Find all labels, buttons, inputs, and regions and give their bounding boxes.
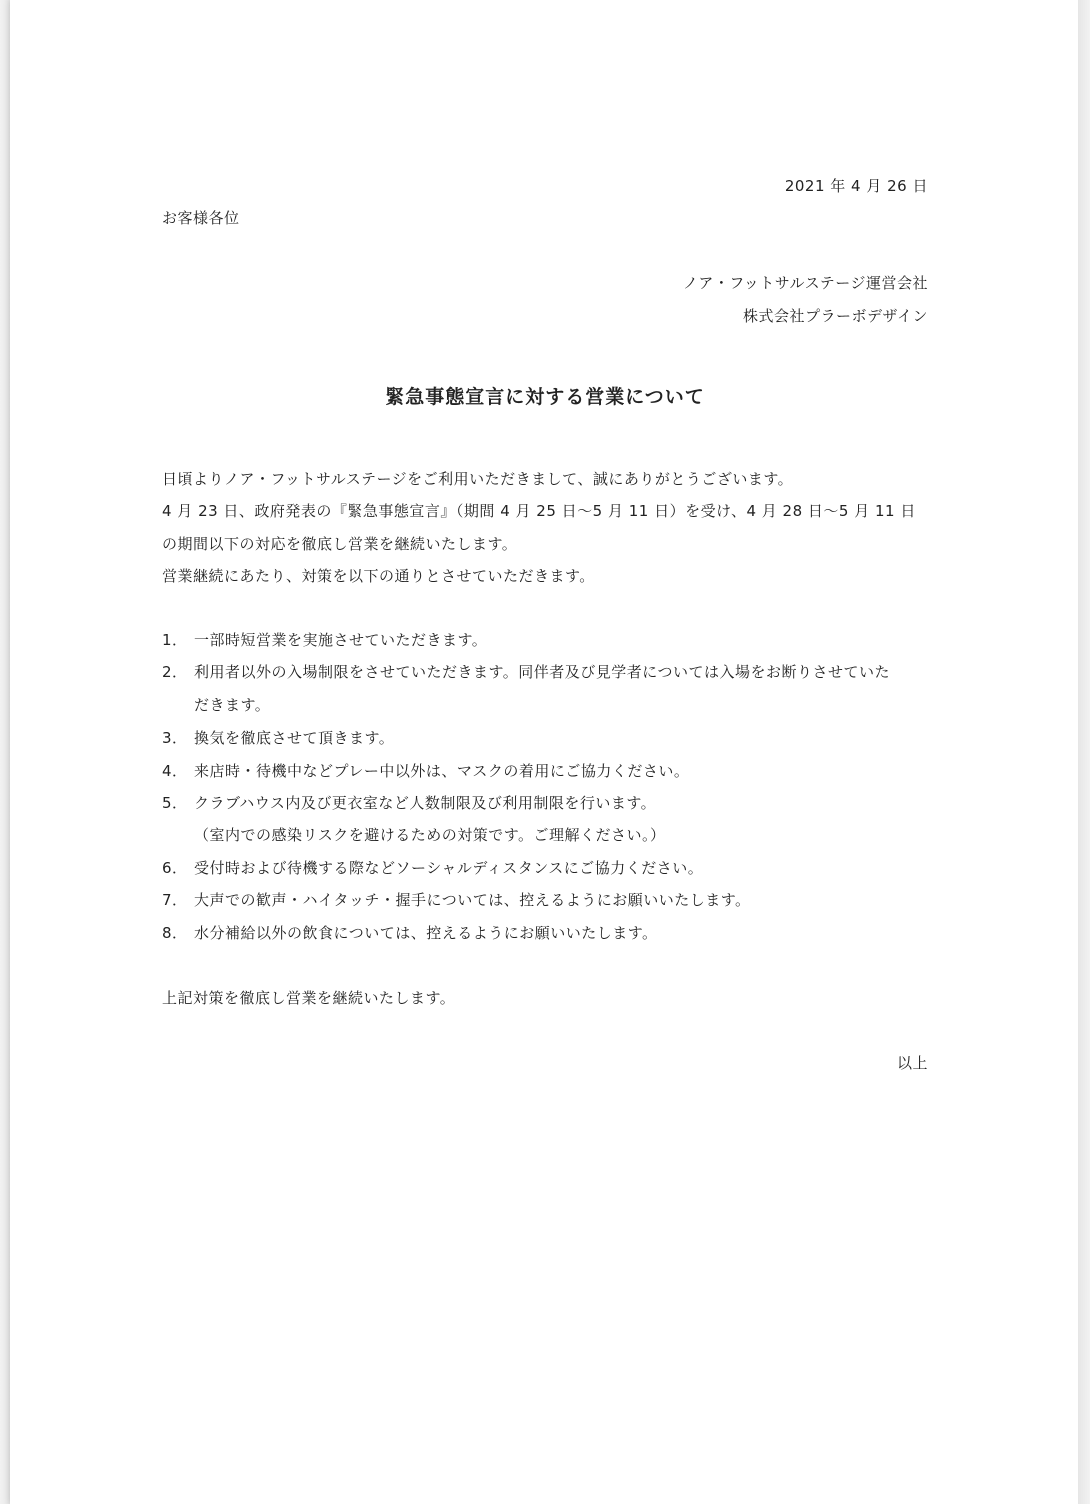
measure-item-2 [162, 662, 890, 682]
measure-text: だきます。 [194, 696, 271, 714]
measure-number: 2． [162, 663, 188, 681]
page-edge-left [0, 0, 10, 1504]
measure-item-3 [162, 728, 394, 748]
intro-line-2: 4 月 23 日、政府発表の『緊急事態宣言』（期間 4 月 25 日～5 月 11 日）を受け、4 月 28 日～5 月 11 日 [162, 502, 916, 520]
measure-text: 大声での歓声・ハイタッチ・握手については、控えるようにお願いいたします。 [194, 891, 751, 909]
measure-number: 5． [162, 794, 188, 812]
measure-item-1 [162, 630, 487, 650]
document-date: 2021 年 4 月 26 日 [784, 177, 928, 195]
sender-corporation: 株式会社プラーボデザイン [743, 307, 928, 325]
recipient: お客様各位 [162, 209, 240, 227]
measure-number: 3． [162, 729, 188, 747]
end-mark: 以上 [896, 1054, 928, 1072]
measure-text: 来店時・待機中などプレー中以外は、マスクの着用にご協力ください。 [194, 762, 690, 780]
measure-number: 6． [162, 859, 188, 877]
measure-item-2-continued [162, 695, 270, 715]
measure-number: 1． [162, 631, 188, 649]
measure-item-5-note [162, 825, 666, 845]
measure-text: 水分補給以外の飲食については、控えるようにお願いいたします。 [194, 924, 658, 942]
intro-line-4: 営業継続にあたり、対策を以下の通りとさせていただきます。 [162, 567, 595, 585]
measure-number: 4． [162, 762, 188, 780]
document-title: 緊急事態宣言に対する営業について [385, 386, 705, 408]
measure-text: 換気を徹底させて頂きます。 [194, 729, 395, 747]
intro-line-3: の期間以下の対応を徹底し営業を継続いたします。 [162, 535, 518, 553]
closing-statement: 上記対策を徹底し営業を継続いたします。 [162, 989, 456, 1007]
measure-text: 利用者以外の入場制限をさせていただきます。同伴者及び見学者については入場をお断りさせていた [194, 663, 891, 681]
measure-item-4 [162, 761, 689, 781]
measure-text: クラブハウス内及び更衣室など人数制限及び利用制限を行います。 [194, 794, 657, 812]
intro-line-1: 日頃よりノア・フットサルステージをご利用いただきまして、誠にありがとうございます。 [162, 470, 794, 488]
measure-text: （室内での感染リスクを避けるための対策です。ご理解ください。） [194, 826, 666, 844]
page-edge-right [1078, 0, 1090, 1504]
measure-text: 受付時および待機する際などソーシャルディスタンスにご協力ください。 [194, 859, 704, 877]
measure-number: 7． [162, 891, 188, 909]
measure-number: 8． [162, 924, 188, 942]
sender-company: ノア・フットサルステージ運営会社 [682, 274, 928, 292]
measure-item-5 [162, 793, 656, 813]
measure-item-8 [162, 923, 658, 943]
measure-text: 一部時短営業を実施させていただきます。 [194, 631, 488, 649]
measure-item-7 [162, 890, 751, 910]
measure-item-6 [162, 858, 703, 878]
